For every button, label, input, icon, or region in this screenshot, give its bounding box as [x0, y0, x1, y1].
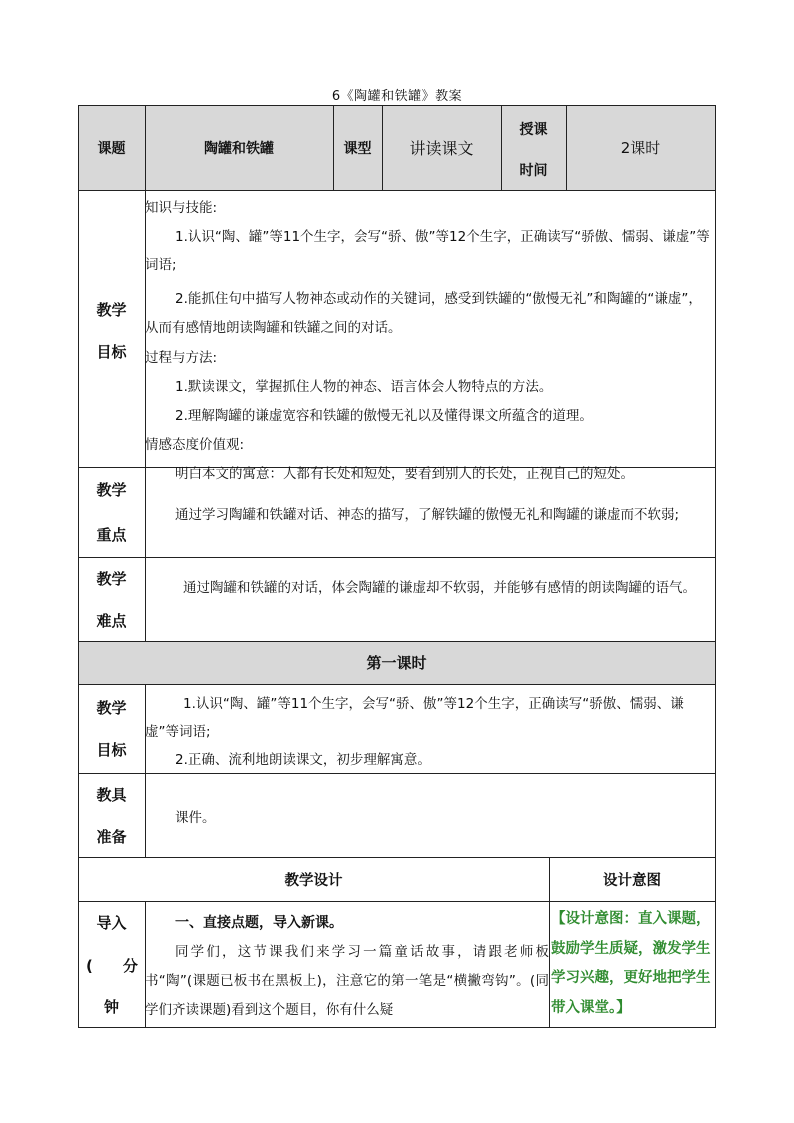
class-time-label-line1: 授课	[519, 122, 548, 138]
goals-knowledge-item-1: 1.认识“陶、罐”等11个生字，会写“骄、傲”等12个生字，正确读写“骄傲、懦弱、谦虚”等词语;	[145, 229, 710, 273]
goals-process-item-1: 1.默读课文，掌握抓住人物的神态、语言体会人物特点的方法。	[175, 379, 553, 395]
class-time-label	[501, 105, 566, 190]
lesson-goals-label-line1: 教学	[96, 699, 127, 717]
lesson-type-label: 课型	[343, 140, 372, 157]
tools-label-line1: 教具	[96, 786, 127, 804]
difficulties-label	[78, 557, 145, 641]
goals-knowledge-heading: 知识与技能:	[145, 200, 218, 216]
document-title: 6《陶罐和铁罐》教案	[331, 89, 463, 104]
key-points-label-line2: 重点	[96, 526, 127, 544]
intro-label-line2: ( 分	[86, 957, 138, 975]
lesson-goals-label-line2: 目标	[96, 741, 127, 759]
goals-label-line2: 目标	[96, 343, 127, 361]
goals-knowledge-item-2: 2.能抓住句中描写人物神态或动作的关键词，感受到铁罐的“傲慢无礼”和陶罐的“谦虚”，从而有感情地朗读陶罐和铁罐之间的对话。	[145, 291, 702, 336]
class-time-label-line2: 时间	[519, 163, 548, 179]
difficulties-label-line1: 教学	[96, 570, 127, 588]
key-points-text: 通过学习陶罐和铁罐对话、神态的描写，了解铁罐的傲慢无礼和陶罐的谦虚而不软弱;	[175, 507, 680, 523]
lesson-goal-1: 1.认识“陶、罐”等11个生字，会写“骄、傲”等12个生字，正确读写“骄傲、懦弱、谦虚”等词语;	[145, 696, 684, 740]
goals-emotion-heading: 情感态度价值观:	[145, 437, 245, 453]
first-lesson-title: 第一课时	[366, 654, 427, 672]
tools-label-line2: 准备	[96, 828, 127, 846]
key-points-label	[78, 467, 145, 557]
class-hours-value: 2课时	[620, 139, 661, 157]
intro-text: 同学们，这节课我们来学习一篇童话故事，请跟老师板书“陶”(课题已板书在黑板上)，注意它的第一笔是“横撇弯钩”。(同学们齐读课题)看到这个题目，你有什么疑	[145, 944, 549, 1018]
intro-heading: 一、直接点题，导入新课。	[175, 915, 343, 931]
intro-label	[78, 901, 145, 1027]
lesson-type-value: 讲读课文	[409, 139, 474, 158]
lesson-goal-2: 2.正确、流利地朗读课文，初步理解寓意。	[175, 752, 431, 768]
goals-process-item-2: 2.理解陶罐的谦虚宽容和铁罐的傲慢无礼以及懂得课文所蕴含的道理。	[175, 408, 593, 424]
goals-label-line1: 教学	[96, 301, 127, 319]
intro-label-line1: 导入	[96, 914, 127, 932]
lesson-goals-content	[145, 690, 715, 774]
intro-label-line3: 钟	[103, 998, 119, 1016]
difficulties-text: 通过陶罐和铁罐的对话，体会陶罐的谦虚却不软弱，并能够有感情的朗读陶罐的语气。	[183, 580, 696, 596]
topic-value: 陶罐和铁罐	[204, 140, 274, 157]
goals-content	[145, 193, 715, 489]
tools-label	[78, 773, 145, 857]
topic-label: 课题	[97, 140, 126, 157]
goals-emotion-item: 明白本文的寓意：人都有长处和短处，要看到别人的长处，正视自己的短处。	[175, 466, 634, 482]
key-points-label-line1: 教学	[96, 481, 127, 499]
intent-column-header: 设计意图	[603, 872, 661, 889]
tools-text: 课件。	[175, 810, 216, 826]
lesson-goals-label	[78, 684, 145, 773]
design-column-header: 教学设计	[284, 872, 343, 889]
difficulties-label-line2: 难点	[96, 612, 127, 630]
design-intent-note: 【设计意图：直入课题，鼓励学生质疑，激发学生学习兴趣，更好地把学生带入课堂。】	[551, 911, 711, 1016]
goals-process-heading: 过程与方法:	[145, 350, 218, 366]
intro-content	[145, 908, 549, 1026]
